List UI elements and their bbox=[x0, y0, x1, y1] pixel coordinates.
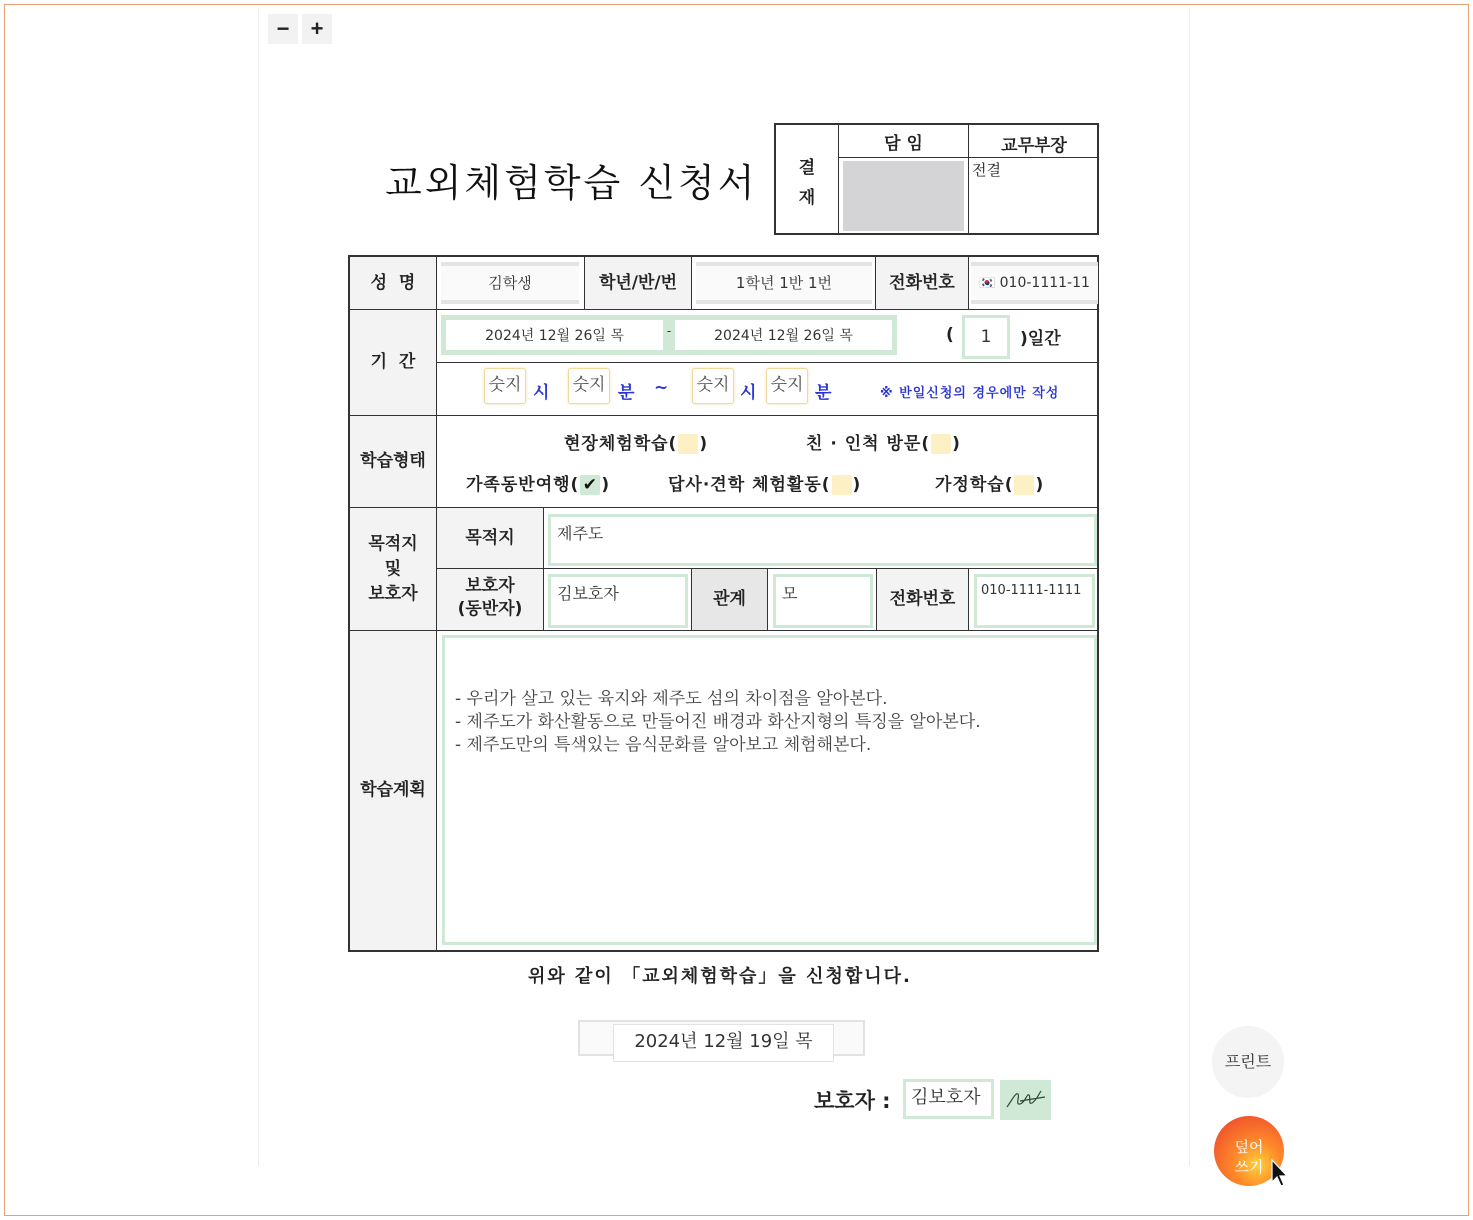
relation-label: 관계 bbox=[692, 569, 767, 630]
start-hour-input[interactable]: 숫지 bbox=[484, 368, 526, 404]
signature-scribble-icon bbox=[1000, 1080, 1051, 1120]
approval-label bbox=[776, 153, 838, 213]
divider bbox=[350, 630, 1097, 631]
divider bbox=[968, 569, 969, 630]
start-date-field[interactable]: 2024년 12월 26일 목 bbox=[441, 315, 663, 355]
overwrite-label-line: 덮어 bbox=[1234, 1138, 1264, 1156]
type-relative-visit: 친 · 인척 방문( ) bbox=[806, 434, 961, 454]
divider bbox=[876, 569, 877, 630]
field-study-checkbox[interactable] bbox=[832, 475, 852, 495]
divider bbox=[875, 257, 876, 309]
start-minute-input[interactable]: 숫지 bbox=[568, 368, 610, 404]
dest-group-label-line: 목적지 bbox=[368, 534, 418, 554]
start-minute-unit: 분 bbox=[618, 383, 635, 403]
homeroom-teacher-header: 담 임 bbox=[884, 134, 923, 154]
end-hour-unit: 시 bbox=[740, 383, 757, 403]
divider bbox=[838, 157, 1097, 158]
study-plan-field[interactable] bbox=[442, 635, 1097, 945]
half-day-note: ※ 반일신청의 경우에만 작성 bbox=[880, 386, 1060, 401]
guardian-sign-label: 보호자 : bbox=[814, 1089, 891, 1113]
dest-group-label-line: 보호자 bbox=[368, 584, 418, 604]
family-trip-checkbox[interactable]: ✔ bbox=[580, 475, 600, 495]
mouse-cursor-icon bbox=[1270, 1158, 1290, 1188]
divider bbox=[350, 507, 1097, 508]
name-label: 성 명 bbox=[350, 257, 436, 309]
end-minute-unit: 분 bbox=[815, 383, 832, 403]
zoom-in-button[interactable]: + bbox=[302, 14, 332, 44]
divider bbox=[767, 569, 768, 630]
approval-table bbox=[774, 123, 1099, 235]
guardian-label-line: (동반자) bbox=[457, 599, 523, 619]
guardian-phone-label: 전화번호 bbox=[877, 569, 968, 630]
study-type-label: 학습형태 bbox=[350, 416, 436, 507]
dest-group-label-line: 및 bbox=[384, 559, 402, 579]
student-name-field[interactable]: 김학생 bbox=[441, 262, 579, 304]
relation-field[interactable]: 모 bbox=[773, 574, 873, 628]
end-date-field[interactable]: 2024년 12월 26일 목 bbox=[675, 315, 897, 355]
guardian-signature-box[interactable] bbox=[1000, 1080, 1051, 1120]
zoom-out-button[interactable]: − bbox=[268, 14, 298, 44]
overwrite-label-line: 쓰기 bbox=[1234, 1158, 1264, 1176]
divider bbox=[436, 362, 1097, 363]
home-study-checkbox[interactable] bbox=[1014, 475, 1034, 495]
destination-field[interactable]: 제주도 bbox=[548, 514, 1097, 566]
time-tilde: ~ bbox=[654, 378, 669, 398]
grade-label: 학년/반/번 bbox=[585, 257, 691, 309]
student-phone-value: 010-1111-11 bbox=[999, 275, 1090, 291]
type-field-study: 답사·견학 체험활동( ) bbox=[668, 475, 862, 495]
divider bbox=[691, 257, 692, 309]
plan-line: - 제주도만의 특색있는 음식문화를 알아보고 체험해본다. bbox=[455, 735, 872, 755]
field-trip-checkbox[interactable] bbox=[678, 434, 698, 454]
director-approval-value: 전결 bbox=[972, 161, 1001, 179]
date-separator: - bbox=[663, 315, 675, 355]
divider bbox=[968, 257, 969, 309]
application-table bbox=[348, 255, 1099, 952]
type-family-trip: 가족동반여행( ✔ ) bbox=[466, 475, 611, 495]
destination-guardian-label bbox=[350, 508, 436, 630]
divider bbox=[584, 257, 585, 309]
divider bbox=[691, 569, 692, 630]
declaration-text: 위와 같이 「교외체험학습」을 신청합니다. bbox=[528, 966, 912, 987]
approval-label-top: 결 bbox=[798, 158, 816, 178]
destination-label: 목적지 bbox=[437, 508, 543, 568]
korea-flag-icon[interactable]: 🇰🇷 bbox=[979, 276, 996, 291]
end-minute-input[interactable]: 숫지 bbox=[766, 368, 808, 404]
plan-line: - 제주도가 화산활동으로 만들어진 배경과 화산지형의 특징을 알아본다. bbox=[455, 712, 981, 732]
guardian-label bbox=[437, 569, 543, 630]
divider bbox=[543, 508, 544, 630]
guardian-name-field[interactable]: 김보호자 bbox=[548, 574, 688, 628]
grade-class-number-field[interactable]: 1학년 1반 1번 bbox=[696, 262, 872, 304]
print-button[interactable]: 프린트 bbox=[1212, 1026, 1284, 1098]
start-hour-unit: 시 bbox=[533, 383, 550, 403]
days-suffix: )일간 bbox=[1020, 329, 1061, 349]
study-plan-label: 학습계획 bbox=[350, 631, 436, 950]
guardian-sign-name-field[interactable]: 김보호자 bbox=[903, 1079, 994, 1119]
guardian-label-line: 보호자 bbox=[465, 576, 515, 596]
plan-line: - 우리가 살고 있는 육지와 제주도 섬의 차이점을 알아본다. bbox=[455, 689, 888, 709]
days-count-field[interactable]: 1 bbox=[962, 315, 1010, 359]
academic-director-header: 교무부장 bbox=[1001, 136, 1067, 156]
phone-label: 전화번호 bbox=[876, 257, 968, 309]
approval-label-bottom: 재 bbox=[798, 188, 816, 208]
divider bbox=[436, 257, 437, 950]
divider bbox=[350, 309, 1097, 310]
form-title: 교외체험학습 신청서 bbox=[385, 161, 758, 205]
apply-date-value[interactable]: 2024년 12월 19일 목 bbox=[613, 1024, 834, 1062]
relative-visit-checkbox[interactable] bbox=[931, 434, 951, 454]
apply-date-field[interactable] bbox=[578, 1020, 865, 1056]
period-label: 기 간 bbox=[350, 310, 436, 415]
type-field-trip: 현장체험학습( ) bbox=[564, 434, 709, 454]
divider bbox=[350, 415, 1097, 416]
study-plan-text bbox=[455, 688, 981, 757]
teacher-signature-box[interactable] bbox=[843, 161, 964, 231]
end-hour-input[interactable]: 숫지 bbox=[692, 368, 734, 404]
type-home-study: 가정학습( ) bbox=[935, 475, 1045, 495]
student-phone-field[interactable] bbox=[971, 262, 1098, 304]
guardian-phone-field[interactable]: 010-1111-1111 bbox=[974, 574, 1095, 628]
days-open-paren: ( bbox=[946, 325, 954, 345]
